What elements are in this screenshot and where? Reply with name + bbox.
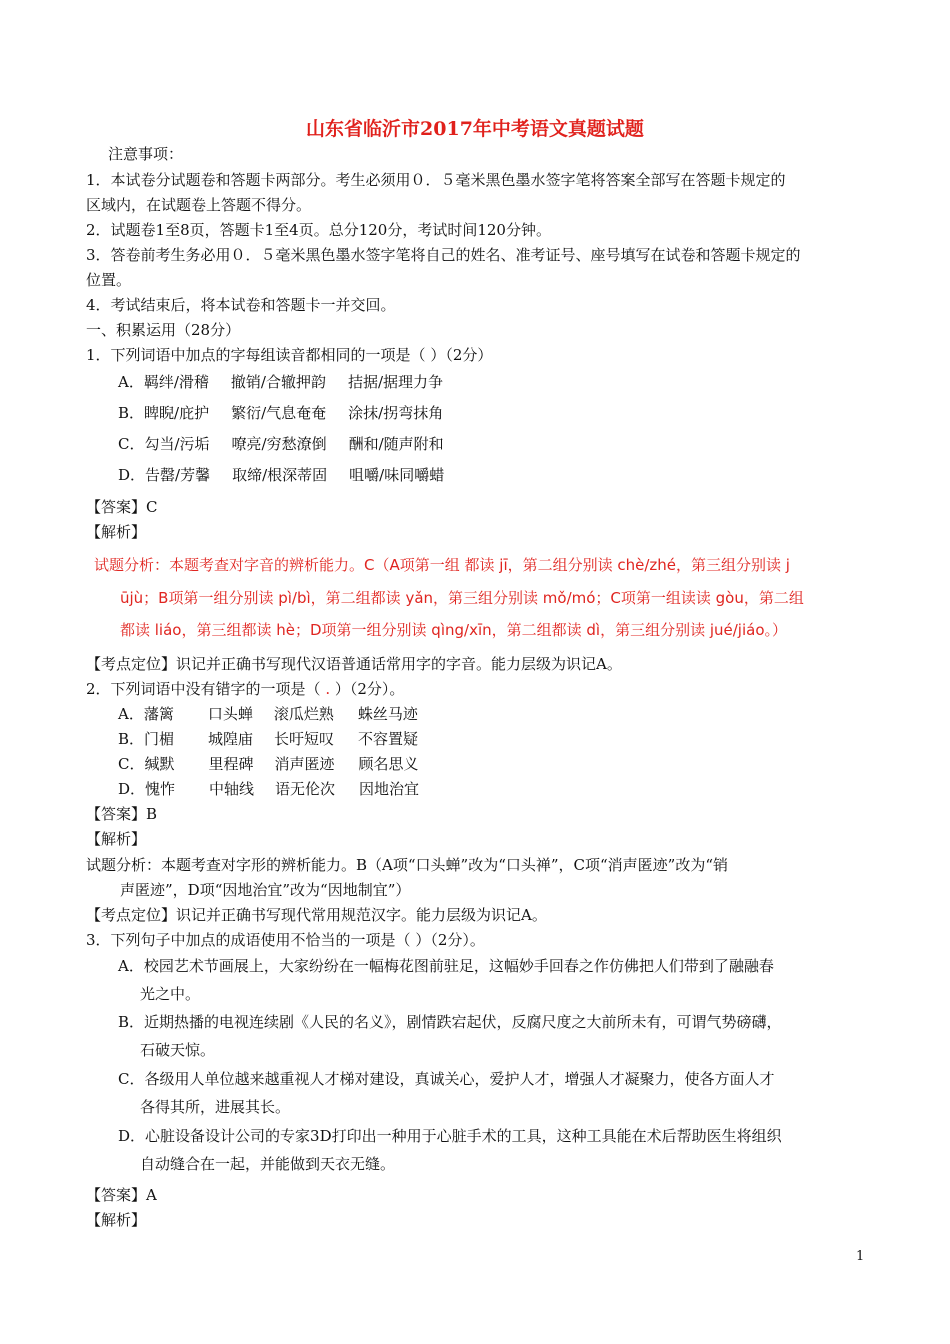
q2-stem-text: ）（2分）。	[334, 680, 405, 698]
q3-option-a-cont: 光之中。	[140, 985, 201, 1003]
option-label: D．	[118, 780, 146, 798]
q1-stem: 1．下列词语中加点的字每组读音都相同的一项是（ ）（2分）	[86, 346, 493, 364]
q1-answer: 【答案】C	[86, 498, 158, 516]
option-word: 嘹亮/穷愁潦倒	[231, 435, 327, 453]
q1-analysis-label: 【解析】	[86, 523, 147, 541]
q2-stem-blank: .	[320, 680, 335, 698]
q2-stem	[86, 679, 404, 699]
option-word: 里程碑	[208, 755, 254, 773]
q1-option-b	[118, 403, 443, 423]
q2-option-c	[118, 754, 419, 774]
option-word: 不容置疑	[358, 730, 419, 748]
option-word: 愧怍	[145, 780, 176, 798]
option-word: 城隍庙	[208, 730, 254, 748]
q2-stem-text: 2．下列词语中没有错字的一项是（	[86, 680, 321, 698]
q3-option-d: D．心脏设备设计公司的专家3D打印出一种用于心脏手术的工具，这种工具能在术后帮助医生将组织	[118, 1127, 782, 1145]
option-word: 羁绊/滑稽	[143, 373, 209, 391]
q3-option-b: B．近期热播的电视连续剧《人民的名义》，剧情跌宕起伏，反腐尺度之大前所未有，可谓气势磅礴，	[118, 1013, 782, 1031]
q1-analysis-line: 试题分析：本题考查对字音的辨析能力。C（A项第一组 都读 jī，第二组分别读 chè/zhé，第三组分别读 j	[94, 556, 790, 574]
q3-option-a: A．校园艺术节画展上，大家纷纷在一幅梅花图前驻足，这幅妙手回春之作仿佛把人们带到了融融春	[118, 957, 774, 975]
option-word: 取缔/根深蒂固	[232, 466, 328, 484]
q1-analysis-line: ūjù；B项第一组分别读 pì/bì，第二组都读 yǎn，第三组分别读 mǒ/mó；C项第一组读读 gòu，第二组	[120, 589, 804, 607]
option-word: 酬和/随声附和	[348, 435, 444, 453]
notice-item: 4．考试结束后，将本试卷和答题卡一并交回。	[86, 296, 396, 314]
q3-option-b-cont: 石破天惊。	[140, 1041, 216, 1059]
q1-analysis-line: 都读 liáo，第三组都读 hè；D项第一组分别读 qìng/xīn，第二组都读 dì，第三组分别读 jué/jiáo。）	[120, 621, 788, 639]
q3-analysis-label: 【解析】	[86, 1211, 147, 1229]
notice-item: 区域内，在试题卷上答题不得分。	[86, 196, 312, 214]
option-word: 因地治宜	[359, 780, 420, 798]
q1-option-d	[118, 465, 444, 485]
q1-option-a	[118, 372, 443, 392]
q3-option-d-cont: 自动缝合在一起，并能做到天衣无缝。	[140, 1155, 396, 1173]
q3-option-c: C．各级用人单位越来越重视人才梯对建设，真诚关心，爱护人才，增强人才凝聚力，使各方面人才	[118, 1070, 775, 1088]
option-word: 撤销/合辙押韵	[230, 373, 326, 391]
option-word: 蛛丝马迹	[357, 705, 418, 723]
q1-point: 【考点定位】识记并正确书写现代汉语普通话常用字的字音。能力层级为识记A。	[86, 655, 622, 673]
option-word: 口头蝉	[207, 705, 253, 723]
option-word: 顾名思义	[358, 755, 419, 773]
option-word: 滚瓜烂熟	[273, 705, 334, 723]
option-label: A．	[118, 705, 144, 723]
option-word: 拮据/据理力争	[347, 373, 444, 391]
option-word: 涂抹/拐弯抹角	[348, 404, 444, 422]
option-word: 中轴线	[209, 780, 255, 798]
q2-option-a	[118, 704, 418, 724]
option-word: 语无伦次	[275, 780, 336, 798]
option-word: 消声匿迹	[274, 755, 335, 773]
notice-item: 3．答卷前考生务必用０．５毫米黑色墨水签字笔将自己的姓名、准考证号、座号填写在试卷和答题卡规定的	[86, 246, 801, 264]
option-word: 长吁短叹	[274, 730, 335, 748]
q2-analysis-line: 声匿迹”，D项“因地治宜”改为“因地制宜”）	[120, 881, 411, 899]
q2-option-b	[118, 729, 418, 749]
option-word: 门楣	[144, 730, 175, 748]
q3-option-c-cont: 各得其所，进展其长。	[140, 1098, 291, 1116]
option-word: 告罄/芳馨	[145, 466, 211, 484]
q2-answer: 【答案】B	[86, 805, 158, 823]
q2-analysis-label: 【解析】	[86, 830, 147, 848]
option-label: B．	[118, 404, 145, 422]
option-word: 睥睨/庇护	[144, 404, 210, 422]
q2-analysis-line: 试题分析：本题考查对字形的辨析能力。B（A项“口头蝉”改为“口头禅”，C项“消声匿迹”改为“销	[86, 856, 729, 874]
option-word: 缄默	[144, 755, 175, 773]
notice-item: 2．试题卷1至8页，答题卡1至4页。总分120分，考试时间120分钟。	[86, 221, 551, 239]
option-label: C．	[118, 755, 145, 773]
option-word: 繁衍/气息奄奄	[231, 404, 327, 422]
page-number: 1	[856, 1249, 865, 1264]
option-word: 咀嚼/味同嚼蜡	[349, 466, 445, 484]
option-word: 藩篱	[143, 705, 174, 723]
option-label: A．	[118, 373, 144, 391]
option-label: C．	[118, 435, 145, 453]
document-title: 山东省临沂市2017年中考语文真题试题	[306, 118, 644, 140]
q2-point: 【考点定位】识记并正确书写现代常用规范汉字。能力层级为识记A。	[86, 906, 547, 924]
option-label: D．	[118, 466, 146, 484]
q2-option-d	[118, 779, 419, 799]
option-label: B．	[118, 730, 145, 748]
q3-stem: 3．下列句子中加点的成语使用不恰当的一项是（ ）（2分）。	[86, 931, 485, 949]
q1-option-c	[118, 434, 444, 454]
q3-answer: 【答案】A	[86, 1186, 157, 1204]
option-word: 勾当/污垢	[144, 435, 210, 453]
notice-item: 位置。	[86, 271, 132, 289]
notice-item: 1．本试卷分试题卷和答题卡两部分。考生必须用０．５毫米黑色墨水签字笔将答案全部写在答题卡规定的	[86, 171, 786, 189]
notice-heading: 注意事项：	[108, 145, 184, 163]
section-heading: 一、积累运用（28分）	[86, 321, 241, 339]
